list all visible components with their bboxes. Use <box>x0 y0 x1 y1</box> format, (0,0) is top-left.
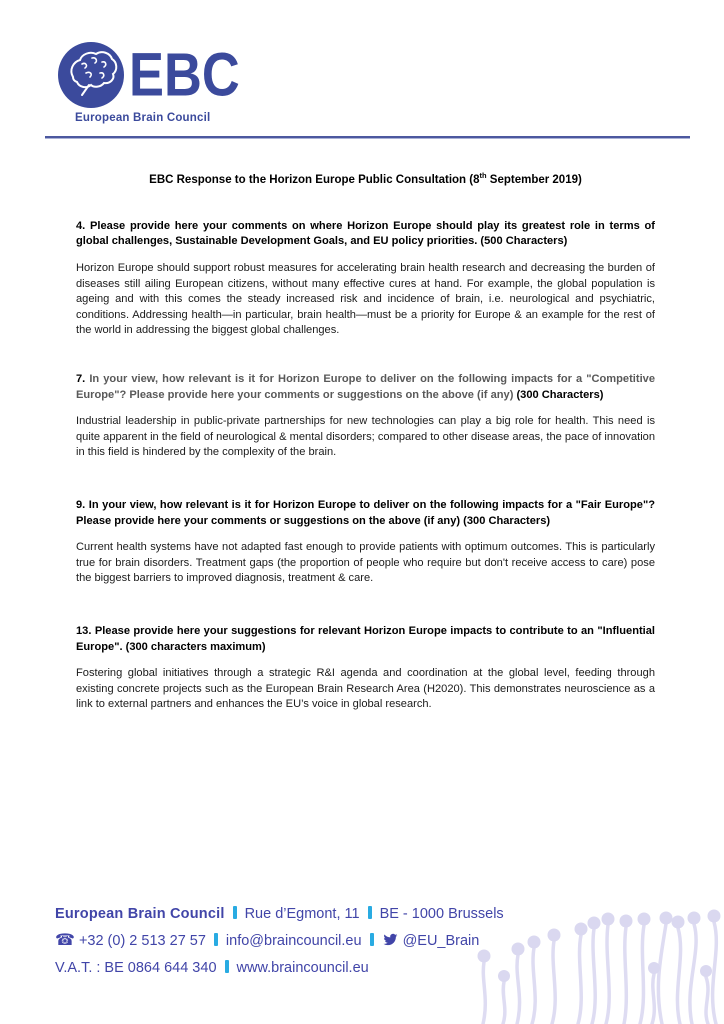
title-superscript: th <box>479 171 487 180</box>
document-title <box>76 171 655 186</box>
character-limit: (500 Characters) <box>480 235 568 248</box>
question-number: 4. <box>76 219 86 232</box>
footer-org-name: European Brain Council <box>55 906 225 922</box>
phone-icon: ☎ <box>55 931 75 949</box>
separator-bar <box>370 933 374 946</box>
neuron-decoration <box>476 856 724 1024</box>
twitter-icon <box>382 931 399 957</box>
document-footer <box>55 902 504 982</box>
footer-twitter-handle[interactable]: @EU_Brain <box>402 932 480 949</box>
section-question-7 <box>76 372 655 461</box>
separator-bar <box>368 906 372 919</box>
logo-wordmark: EBC <box>129 40 240 110</box>
question-text: In your view, how relevant is it for Horizon Europe to deliver on the following impacts for a "Fair Europe"? Please provide here your comments or suggestions on the above (if any) <box>76 498 655 527</box>
footer-address: Rue d’Egmont, 11 <box>244 906 360 922</box>
footer-phone: +32 (0) 2 513 27 57 <box>78 932 206 949</box>
ebc-logo <box>58 42 249 124</box>
answer-7-paragraph: Industrial leadership in public-private partnerships for new technologies can play a big role for health. This need is quite apparent in the field of neurological & mental disorders; compared to other disease areas, the pace of innovation in this field is hindered by the complexity of the brain. <box>76 415 655 459</box>
answer-4-paragraph: Horizon Europe should support robust measures for accelerating brain health research and decreasing the burden of diseases still ailing European citizens, without many effective cures at hand. For example, the global population is ageing and with this comes the steady increased risk and incidence of brain, i.e. neurological and psychiatric, conditions. Addressing health—in particular, brain health—must be a priority for Europe & an example for the rest of the world in addressing the biggest global challenges. <box>76 262 655 337</box>
separator-bar <box>225 960 229 973</box>
question-text: In your view, how relevant is it for Horizon Europe to deliver on the following impacts for a "Competitive Europe"? Please provide here your comments or suggestions on the above (if any) <box>76 372 655 401</box>
title-text-suffix: September 2019) <box>486 173 582 186</box>
character-limit: (300 Characters) <box>516 388 604 401</box>
answer-9-paragraph: Current health systems have not adapted fast enough to provide patients with optimum outcomes. This is particularly true for brain disorders. Treatment gaps (the proportion of people who require but don't receive access to care) pose the biggest barriers to improved diagnosis, treatment & care. <box>76 541 655 585</box>
question-number: 13. <box>76 624 92 637</box>
separator-bar <box>233 906 237 919</box>
footer-website-link[interactable]: www.braincouncil.eu <box>236 960 369 976</box>
footer-line-contact <box>55 928 504 957</box>
section-question-13 <box>76 624 655 713</box>
brain-logo-icon <box>58 42 124 108</box>
section-question-4 <box>76 219 655 339</box>
character-limit: (300 characters maximum) <box>125 640 266 653</box>
footer-line-vat <box>55 956 504 982</box>
separator-bar <box>214 933 218 946</box>
answer-13-paragraph: Fostering global initiatives through a strategic R&I agenda and coordination at the global level, feeding through existing concrete projects such as the European Brain Research Area (H2020). This demonstrates neuroscience as a link to external partners and enhances the EU’s voice in global research. <box>76 667 655 711</box>
title-text: EBC Response to the Horizon Europe Public Consultation (8 <box>149 173 480 186</box>
footer-vat: V.A.T. : BE 0864 644 340 <box>55 960 217 976</box>
footer-email-link[interactable]: info@braincouncil.eu <box>225 932 362 949</box>
question-number: 9. <box>76 498 86 511</box>
question-4-heading <box>76 219 655 250</box>
section-question-9 <box>76 498 655 587</box>
question-text: Please provide here your suggestions for relevant Horizon Europe impacts to contribute to an "Influential Europe". <box>76 624 655 653</box>
question-9-heading <box>76 498 655 529</box>
question-7-heading <box>76 372 655 403</box>
character-limit: (300 Characters) <box>463 514 551 527</box>
question-text: Please provide here your comments on where Horizon Europe should play its greatest role in terms of global challenges, Sustainable Development Goals, and EU policy priorities. <box>76 219 655 248</box>
footer-line-address <box>55 902 504 928</box>
question-13-heading <box>76 624 655 655</box>
logo-tagline: European Brain Council <box>75 112 211 124</box>
footer-city: BE - 1000 Brussels <box>379 906 504 922</box>
question-number: 7. <box>76 372 86 385</box>
document-content <box>76 138 655 713</box>
